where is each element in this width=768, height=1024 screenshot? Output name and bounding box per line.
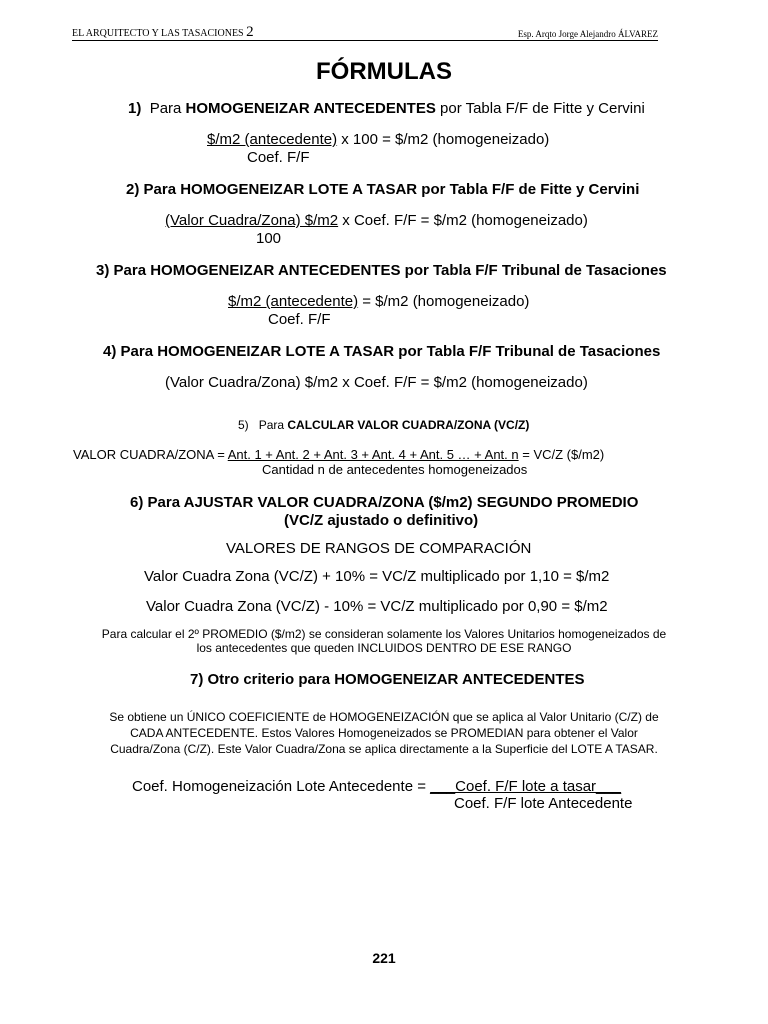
page-number: 221 <box>372 950 396 966</box>
formula-6-subtitle: VALORES DE RANGOS DE COMPARACIÓN <box>226 540 532 557</box>
formula-5-denominator: Cantidad n de antecedentes homogeneizados <box>262 462 528 477</box>
formula-1-number: 1) <box>128 100 142 117</box>
formula-7-lhs: Coef. Homogeneización Lote Antecedente = <box>132 778 431 795</box>
formula-7-paragraph-line1: Se obtiene un ÚNICO COEFICIENTE de HOMOGENEIZACIÓN que se aplica al Valor Unitario (C/Z) de <box>109 710 659 724</box>
formula-7-heading: 7) Otro criterio para HOMOGENEIZAR ANTECEDENTES <box>190 671 585 688</box>
formula-5-lhs: VALOR CUADRA/ZONA = <box>73 447 228 462</box>
formula-3-numerator-underlined: $/m2 (antecedente) <box>228 293 359 310</box>
formula-4-heading: 4) Para HOMOGENEIZAR LOTE A TASAR por Tabla F/F Tribunal de Tasaciones <box>103 343 661 360</box>
formula-1-numerator-underlined: $/m2 (antecedente) <box>207 131 338 148</box>
formula-3-denominator: Coef. F/F <box>268 311 331 328</box>
formula-3-numerator-rest: = $/m2 (homogeneizado) <box>358 293 530 310</box>
formula-3-heading: 3) Para HOMOGENEIZAR ANTECEDENTES por Tabla F/F Tribunal de Tasaciones <box>96 262 667 279</box>
formula-7-paragraph-line2: CADA ANTECEDENTE. Estos Valores Homogeneizados se PROMEDIAN para obtener el Valor <box>130 726 638 740</box>
formula-6-range-plus: Valor Cuadra Zona (VC/Z) + 10% = VC/Z multiplicado por 1,10 = $/m2 <box>144 568 610 585</box>
header-rule <box>72 40 658 41</box>
formula-2-denominator: 100 <box>256 230 282 247</box>
formula-6-note-line2: los antecedentes que queden INCLUIDOS DENTRO DE ESE RANGO <box>196 641 572 655</box>
formula-7-denominator: Coef. F/F lote Antecedente <box>454 795 633 812</box>
formula-1-bold: HOMOGENEIZAR ANTECEDENTES <box>185 100 436 117</box>
formula-1-numerator <box>207 131 549 148</box>
formula-6-heading-line1: 6) Para AJUSTAR VALOR CUADRA/ZONA ($/m2) SEGUNDO PROMEDIO <box>130 494 639 511</box>
formula-5-bold: CALCULAR VALOR CUADRA/ZONA (VC/Z) <box>287 418 530 432</box>
formula-5-numerator-underlined: Ant. 1 + Ant. 2 + Ant. 3 + Ant. 4 + Ant. 5 … + Ant. n <box>227 447 519 462</box>
formula-2-heading: 2) Para HOMOGENEIZAR LOTE A TASAR por Tabla F/F de Fitte y Cervini <box>126 181 640 198</box>
page-title: FÓRMULAS <box>316 58 452 85</box>
running-header-author: Esp. Arqto Jorge Alejandro ÁLVAREZ <box>517 29 658 39</box>
formula-2-numerator-rest: x Coef. F/F = $/m2 (homogeneizado) <box>338 212 588 229</box>
header-title-text: EL ARQUITECTO Y LAS TASACIONES <box>72 28 244 39</box>
formula-6-range-minus: Valor Cuadra Zona (VC/Z) - 10% = VC/Z multiplicado por 0,90 = $/m2 <box>146 598 608 615</box>
formula-5-heading <box>238 418 529 432</box>
formula-1-numerator-rest: x 100 = $/m2 (homogeneizado) <box>337 131 550 148</box>
formula-4-formula: (Valor Cuadra/Zona) $/m2 x Coef. F/F = $/m2 (homogeneizado) <box>165 374 588 391</box>
formula-7-numerator-underlined: ___Coef. F/F lote a tasar___ <box>430 778 622 795</box>
formula-5-number: 5) <box>238 418 249 432</box>
formula-1-pre: Para <box>149 100 182 117</box>
running-header-title <box>72 24 254 41</box>
formula-5-rhs: = VC/Z ($/m2) <box>518 447 605 462</box>
formula-7-numerator <box>132 778 621 795</box>
formula-1-heading <box>128 100 645 117</box>
formula-6-heading-line2: (VC/Z ajustado o definitivo) <box>284 512 479 529</box>
formula-5-pre: Para <box>258 418 285 432</box>
header-volume-number: 2 <box>246 24 254 40</box>
formula-2-numerator-underlined: (Valor Cuadra/Zona) $/m2 <box>165 212 339 229</box>
formula-1-post: por Tabla F/F de Fitte y Cervini <box>440 100 645 117</box>
formula-1-denominator: Coef. F/F <box>247 149 310 166</box>
formula-2-numerator <box>165 212 588 229</box>
formula-6-note-line1: Para calcular el 2º PROMEDIO ($/m2) se consideran solamente los Valores Unitarios homogeneizados de <box>101 627 667 641</box>
formula-5-numerator <box>73 447 604 462</box>
formula-7-paragraph-line3: Cuadra/Zona (C/Z). Este Valor Cuadra/Zona se aplica directamente a la Superficie del LOTE A TASAR. <box>110 742 658 756</box>
formula-3-numerator <box>228 293 529 310</box>
